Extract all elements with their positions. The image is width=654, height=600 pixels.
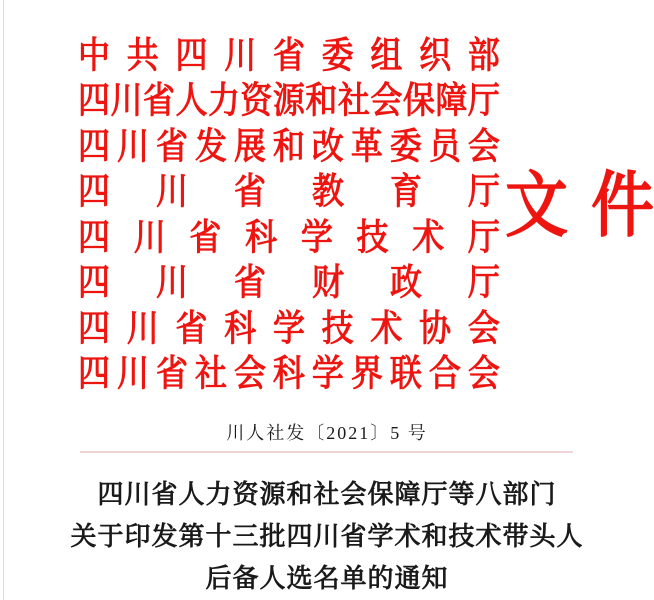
char-glyph: 合	[428, 352, 461, 394]
char-glyph: 四	[78, 79, 111, 121]
agency-line	[78, 260, 500, 306]
char-glyph: 学	[300, 216, 333, 258]
char-glyph: 源	[272, 79, 305, 121]
char-glyph: 界	[350, 352, 383, 394]
char-glyph: 技	[321, 307, 354, 349]
agency-line	[78, 305, 500, 351]
char-glyph: 资	[240, 79, 273, 121]
char-glyph: 联	[389, 352, 422, 394]
char-glyph: 革	[350, 125, 383, 167]
char-glyph: 川	[155, 261, 188, 303]
char-glyph: 委	[389, 125, 422, 167]
char-glyph: 委	[321, 34, 354, 76]
char-glyph: 川	[116, 125, 149, 167]
char-glyph: 协	[419, 307, 452, 349]
char-glyph: 省	[189, 216, 222, 258]
document-reference-number: 川人社发〔2021〕5 号	[226, 423, 428, 443]
char-glyph: 四	[78, 261, 111, 303]
char-glyph: 改	[311, 125, 344, 167]
char-glyph: 技	[356, 216, 389, 258]
agency-line	[78, 351, 500, 397]
char-glyph: 会	[233, 352, 266, 394]
agency-line	[78, 169, 500, 215]
char-glyph: 省	[142, 79, 175, 121]
agency-line	[78, 214, 500, 260]
char-glyph: 政	[389, 261, 422, 303]
header-divider-line	[80, 451, 573, 453]
char-glyph: 厅	[467, 216, 500, 258]
char-glyph: 障	[435, 79, 468, 121]
char-glyph: 育	[389, 170, 422, 212]
agency-line	[78, 78, 500, 124]
char-glyph: 术	[412, 216, 445, 258]
char-glyph: 部	[467, 34, 500, 76]
char-glyph: 川	[116, 352, 149, 394]
char-glyph: 教	[311, 170, 344, 212]
char-glyph: 学	[272, 307, 305, 349]
char-glyph: 文	[505, 166, 568, 246]
char-glyph: 厅	[467, 79, 500, 121]
char-glyph: 川	[126, 307, 159, 349]
char-glyph: 四	[78, 307, 111, 349]
char-glyph: 学	[311, 352, 344, 394]
char-glyph: 会	[467, 307, 500, 349]
char-glyph: 科	[245, 216, 278, 258]
char-glyph: 科	[224, 307, 257, 349]
char-glyph: 省	[155, 125, 188, 167]
char-glyph: 社	[194, 352, 227, 394]
char-glyph: 四	[78, 216, 111, 258]
document-title-line: 关于印发第十三批四川省学术和技术带头人	[70, 522, 584, 551]
char-glyph: 科	[272, 352, 305, 394]
agency-line	[78, 32, 500, 78]
document-title	[0, 474, 654, 600]
document-title-line: 四川省人力资源和社会保障厅等八部门	[97, 480, 557, 509]
char-glyph: 会	[370, 79, 403, 121]
char-glyph: 保	[402, 79, 435, 121]
char-glyph: 展	[233, 125, 266, 167]
char-glyph: 力	[207, 79, 240, 121]
char-glyph: 川	[110, 79, 143, 121]
char-glyph: 中	[78, 34, 111, 76]
char-glyph: 财	[311, 261, 344, 303]
char-glyph: 术	[370, 307, 403, 349]
char-glyph: 省	[233, 261, 266, 303]
char-glyph: 省	[233, 170, 266, 212]
char-glyph: 会	[467, 352, 500, 394]
char-glyph: 织	[419, 34, 452, 76]
document-title-line: 后备人选名单的通知	[205, 564, 449, 593]
char-glyph: 四	[78, 352, 111, 394]
char-glyph: 组	[370, 34, 403, 76]
document-type-label	[505, 166, 654, 246]
char-glyph: 四	[78, 170, 111, 212]
char-glyph: 人	[175, 79, 208, 121]
char-glyph: 川	[224, 34, 257, 76]
char-glyph: 会	[467, 125, 500, 167]
char-glyph: 和	[272, 125, 305, 167]
char-glyph: 员	[428, 125, 461, 167]
char-glyph: 省	[155, 352, 188, 394]
letterhead-agency-list	[78, 32, 500, 396]
agency-line	[78, 123, 500, 169]
char-glyph: 省	[175, 307, 208, 349]
char-glyph: 厅	[467, 170, 500, 212]
char-glyph: 厅	[467, 261, 500, 303]
char-glyph: 发	[194, 125, 227, 167]
char-glyph: 川	[155, 170, 188, 212]
char-glyph: 共	[126, 34, 159, 76]
char-glyph: 社	[337, 79, 370, 121]
char-glyph: 四	[175, 34, 208, 76]
char-glyph: 件	[591, 166, 654, 246]
char-glyph: 川	[133, 216, 166, 258]
char-glyph: 四	[78, 125, 111, 167]
char-glyph: 和	[305, 79, 338, 121]
char-glyph: 省	[272, 34, 305, 76]
